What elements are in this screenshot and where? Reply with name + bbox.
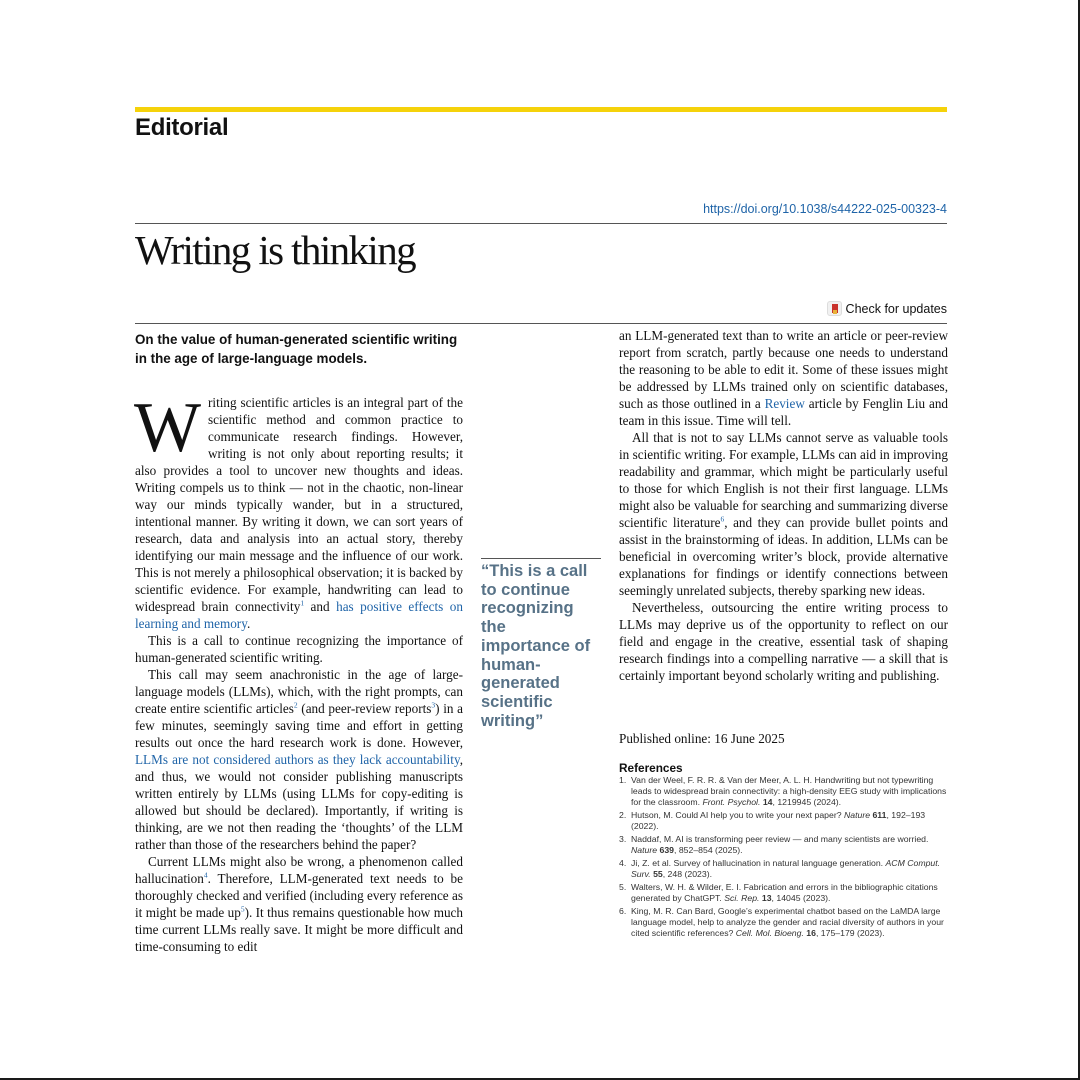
- check-for-updates-label: Check for updates: [845, 301, 947, 316]
- reference-volume: 639: [659, 845, 674, 855]
- reference-item: [619, 906, 949, 939]
- reference-journal: ACM Comput. Surv.: [631, 858, 941, 879]
- pullquote-rule: [481, 558, 601, 559]
- paragraph-4: Current LLMs might also be wrong, a phenomenon called hallucination$^4$. Therefore, LLM-generated text needs to be thoroughly checked and verified (including every reference as it might be made $up^5$). It thus remains questionable how much time current LLMs really save. It might be more difficult and time-consuming to edit: [135, 854, 464, 954]
- reference-volume: 611: [872, 810, 887, 820]
- references-title: References: [619, 761, 683, 775]
- paragraph-1: Writing scientific articles is an integral part of the scientific method and common practice to communicate research findings. However, writing is not only about reporting results; it also provides a tool to uncover new thoughts and ideas. Writing compels us to think — not in the chaotic, non-linear way our minds typically wander, but in a structured, intentional manner. By writing it down, we can sort years of research, data and analysis into an actual story, thereby identifying our main message and the influence of our work. This is not merely a philosophical observation; it is backed by scientific evidence. For example, handwriting can lead to widespread brain connectivity$^1$ and has positive effects on learning and memory.: [134, 389, 463, 631]
- title-rule: [135, 223, 947, 224]
- body-column-left: [134, 389, 464, 955]
- reference-text: Walters, W. H. & Wilder, E. I. Fabrication and errors in the bibliographic citations generated by ChatGPT. Sci. Rep. 13, 14045 (2023).: [631, 882, 938, 903]
- reference-number: 4.: [619, 858, 627, 868]
- accent-bar: [135, 107, 947, 112]
- reference-number: 1.: [619, 775, 627, 785]
- reference-volume: 14: [762, 797, 773, 807]
- citation-1[interactable]: 1: [300, 598, 305, 608]
- reference-item: [619, 810, 949, 832]
- published-date: Published online: 16 June 2025: [619, 731, 785, 746]
- citation-5[interactable]: 5: [240, 904, 245, 914]
- reference-journal: Cell. Mol. Bioeng.: [735, 928, 804, 938]
- citation-4[interactable]: 4: [203, 870, 208, 880]
- body-column-right: [619, 327, 948, 684]
- reference-item: [619, 858, 949, 880]
- paragraph-4-right-head: an LLM-generated text than to write an article or peer-review report from scratch, partly because one needs to understand the reasoning to be able to edit it. Some of these issues might be addressed by LLMs trained only on scientific databases, such as those outlined in a: [619, 328, 948, 411]
- citation-3[interactable]: 3: [431, 700, 436, 710]
- paragraph-6: Nevertheless, outsourcing the entire writing process to LLMs may deprive us of the opportunity to reflect on our field and engage in the creative, essential task of shaping research findings into a compelling narrative — a skill that is certainly important beyond scholarly writing and publishing.: [619, 600, 948, 683]
- reference-text: King, M. R. Can Bard, Google’s experimental chatbot based on the LaMDA large language model, help to analyze the gender and racial diversity of authors in your cited scientific references? Cell. Mol. Bioeng. 16, 175–179 (2023).: [631, 906, 944, 938]
- section-label: Editorial: [135, 114, 229, 141]
- reference-number: 5.: [619, 882, 627, 892]
- reference-text: Van der Weel, F. R. R. & Van der Meer, A. L. H. Handwriting but not typewriting leads to widespread brain connectivity: a high-density EEG study with implications for the classroom. Front. Psychol. 14, 1219945 (2024).: [631, 775, 947, 807]
- citation-6[interactable]: 6: [720, 514, 725, 524]
- reference-text: Naddaf, M. AI is transforming peer review — and many scientists are worried. Nature 639, 852–854 (2025).: [631, 834, 929, 855]
- link-llm-authorship[interactable]: LLMs are not considered authors as they lack accountability: [135, 752, 460, 767]
- reference-text: Ji, Z. et al. Survey of hallucination in natural language generation. ACM Comput. Surv. 55, 248 (2023).: [631, 858, 941, 879]
- paragraph-3: This call may seem anachronistic in the age of large-language models (LLMs), which, with the right prompts, can create entire scientific articles$^2$ (and peer-review reports$^3$) in a few minutes, seemingly saving time and effort in getting results out once the hard research work is done. However, LLMs are not considered authors as they lack accountability, and thus, we would not consider publishing manuscripts written entirely by LLMs (using LLMs for copy-editing is allowed but should be declared). Importantly, if writing is thinking, are we not then reading the ‘thoughts’ of the LLM rather than those of the researchers behind the paper?: [135, 667, 463, 852]
- reference-number: 6.: [619, 906, 627, 916]
- reference-item: [619, 882, 949, 904]
- reference-journal: Nature: [631, 845, 658, 855]
- reference-volume: 13: [761, 893, 772, 903]
- reference-journal: Front. Psychol.: [702, 797, 761, 807]
- link-learning-memory[interactable]: has positive effects on learning and memory: [135, 599, 463, 631]
- standfirst: On the value of human-generated scientific writing in the age of large-language models.: [135, 332, 458, 366]
- reference-number: 2.: [619, 810, 627, 820]
- paragraph-5: All that is not to say LLMs cannot serve as valuable tools in scientific writing. For example, LLMs can aid in improving readability and grammar, which might be particularly useful to those for which English is not their first language. LLMs might also be valuable for searching and summarizing diverse scientific literature$^6$, and they can provide bullet points and assist in the brainstorming of ideas. In addition, LLMs can be beneficial in overcoming writer’s block, provide alternative explanations for findings or identify connections between seemingly unrelated subjects, thereby sparking new ideas.: [619, 430, 948, 598]
- reference-item: [619, 834, 949, 856]
- reference-volume: 55: [653, 869, 663, 879]
- pullquote: “This is a call to continue recognizing the importance of human-generated scientific writing”: [481, 562, 591, 730]
- page-title: Writing is thinking: [135, 227, 416, 273]
- header-rule: [135, 323, 947, 324]
- paragraph-2: This is a call to continue recognizing the importance of human-generated scientific writing.: [135, 633, 463, 665]
- paragraph-4-cont: an LLM-generated text than to write an article or peer-review report from scratch, partly because one needs to understand the reasoning to be able to edit it. Some of these issues might be addressed by LLMs trained only on scientific databases, such as those outlined in a Review article by Fenglin Liu and team in this issue. Time will tell.: [619, 328, 949, 428]
- reference-volume: 16: [806, 928, 816, 938]
- check-for-updates-icon: [827, 301, 842, 316]
- citation-2[interactable]: 2: [293, 700, 298, 710]
- drop-cap: W: [134, 389, 202, 467]
- doi-link[interactable]: https://doi.org/10.1038/s44222-025-00323-4: [703, 202, 947, 216]
- reference-item: [619, 775, 949, 808]
- link-review[interactable]: Review: [764, 396, 805, 411]
- references-list: [619, 775, 949, 941]
- reference-number: 3.: [619, 834, 627, 844]
- reference-journal: Nature: [843, 810, 871, 820]
- reference-journal: Sci. Rep.: [724, 893, 760, 903]
- paragraph-4-continued: ). It thus remains questionable how much time current LLMs really save. It might be more difficult and time-consuming to edit: [135, 905, 464, 954]
- reference-text: Hutson, M. Could AI help you to write your next paper? Nature 611, 192–193 (2022).: [631, 810, 926, 831]
- check-for-updates-button[interactable]: [827, 301, 947, 316]
